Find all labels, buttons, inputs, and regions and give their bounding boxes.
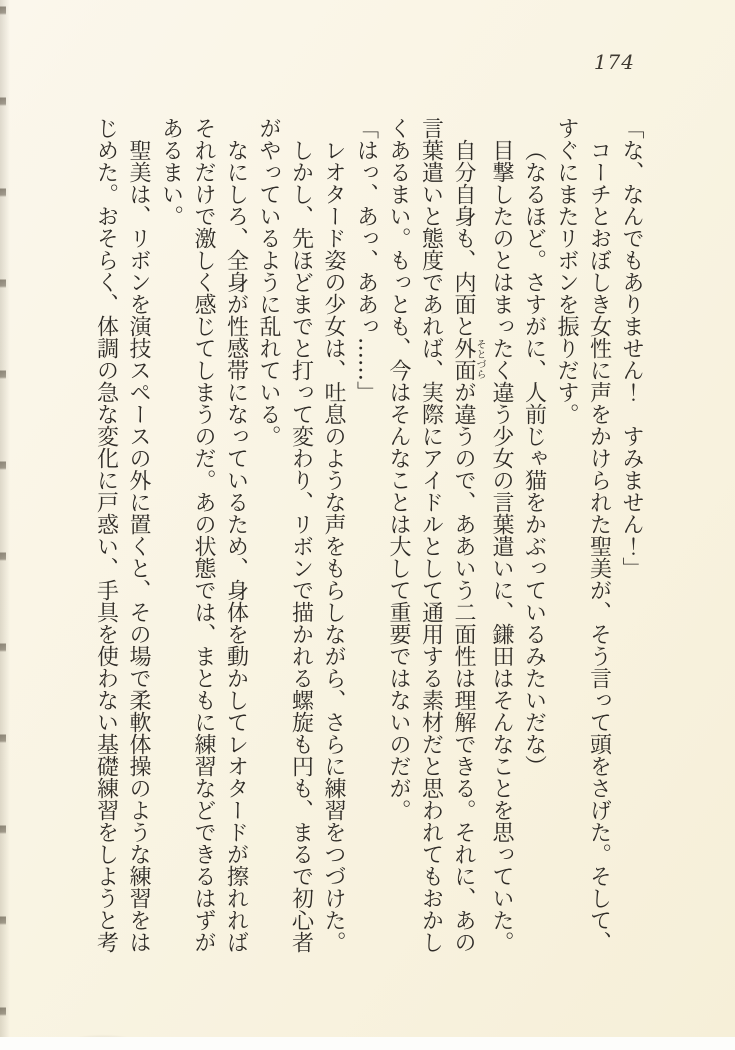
- bottom-scan-strip: [0, 1037, 735, 1050]
- paragraph: しかし、先ほどまでと打って変わり、リボンで描かれる螺旋も円も、まるで初心者がやっているように乱れている。: [256, 117, 314, 953]
- paragraph: 目撃したのとはまったく違う少女の言葉遣いに、鎌田はそんなことを思っていた。: [489, 139, 514, 953]
- paragraph: なにしろ、全身が性感帯になっているため、身体を動かしてレオタードが擦れればそれだけで激しく感じてしまうのだ。あの状態では、まともに練習などできるはずがあるまい。: [158, 117, 249, 953]
- paragraph: 自分自身も、内面と外面そとづらが違うので、ああいう二面性は理解できる。それに、あの言葉遣いと態度であれば、実際にアイドルとして通用する素材だと思われてもおかしくあるまい。もっとも、今はそんなことは大して重要ではないのだが。: [386, 117, 485, 953]
- text-block: [89, 117, 647, 955]
- paragraph: コーチとおぼしき女性に声をかけられた聖美が、そう言って頭をさげた。そして、すぐにまたリボンを振りだす。: [554, 117, 612, 953]
- paragraph: レオタード姿の少女は、吐息のような声をもらしながら、さらに練習をつづけた。: [321, 139, 346, 953]
- paragraph: 聖美は、リボンを演技スペースの外に置くと、その場で柔軟体操のような練習をはじめた。おそらく、体調の急な変化に戸惑い、手具を使わない基礎練習をしようと考: [93, 117, 151, 953]
- paragraph: （なるほど。さすがに、人前じゃ猫をかぶっているみたいだな）: [521, 139, 547, 777]
- ruby-annotated-word: 外面そとづら: [451, 337, 485, 381]
- binding-marks: [0, 0, 6, 1050]
- page-number: 174: [593, 50, 635, 74]
- paragraph: 「な、なんでもありません！ すみません！」: [619, 117, 644, 579]
- paragraph: 「はっ、あっ、ああっ……」: [353, 117, 379, 403]
